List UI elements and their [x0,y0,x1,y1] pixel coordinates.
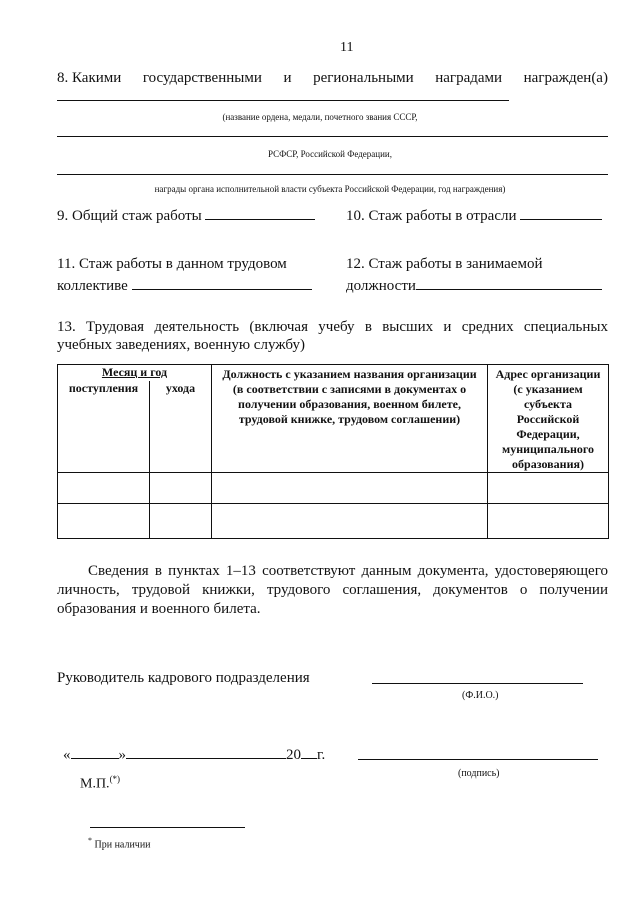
date-close-quote: » [118,747,126,763]
footnote-mark: * [88,836,92,845]
item11-line2 [57,276,312,295]
header-month-year: Месяц и год [58,365,212,381]
stamp-mark: (*) [109,774,121,784]
table-row [58,473,609,504]
date-open-quote: « [63,747,71,763]
table-cell-address[interactable] [488,504,609,539]
item12-field[interactable] [416,276,602,290]
item8-word: наградами [435,70,503,86]
item8-answer-line-3[interactable] [57,174,608,175]
page-number: 11 [340,40,354,55]
item8-answer-line-2[interactable] [57,136,608,137]
footnote-text: При наличии [94,839,151,851]
item12-line1: 12. Стаж работы в занимаемой [346,256,543,272]
item9-field[interactable] [205,206,315,220]
item11-text: коллективе [57,278,128,294]
header-position: Должность с указанием названия организации (в соответствии с записями в документах о получении образования, военном билете, трудовой книжке, трудовом соглашении) [212,365,488,473]
table-cell-position[interactable] [212,504,488,539]
item11-line1: 11. Стаж работы в данном трудовом [57,256,287,272]
item9-label [57,206,315,225]
date-year-field[interactable] [301,745,317,759]
hr-head-label: Руководитель кадрового подразделения [57,670,310,686]
confirmation-line-2: личность, трудовой книжки, трудового соглашения, документов о получении [57,582,608,598]
table-row [58,504,609,539]
date-day-field[interactable] [71,745,119,759]
item8-word: государственными [142,70,262,86]
item11-field[interactable] [132,276,312,290]
table-cell-entry[interactable] [58,473,150,504]
stamp-label [80,774,120,793]
table-cell-position[interactable] [212,473,488,504]
item10-field[interactable] [520,206,602,220]
confirmation-line-1: Сведения в пунктах 1–13 соответствуют данным документа, удостоверяющего [88,563,608,579]
fio-line[interactable] [372,683,583,684]
header-address: Адрес организации (с указанием субъекта Российской Федерации, муниципального образования) [488,365,609,473]
work-history-table [57,364,609,539]
header-exit: ухода [150,381,212,473]
table-cell-exit[interactable] [150,473,212,504]
item13-line2: учебных заведениях, военную службу) [57,337,305,353]
footnote [88,836,151,850]
date-year-prefix: 20 [286,747,301,763]
item9-text: 9. Общий стаж работы [57,208,202,224]
item13-line1: 13. Трудовая деятельность (включая учебу в высших и средних специальных [57,319,608,335]
fio-hint: (Ф.И.О.) [462,690,499,701]
table-cell-exit[interactable] [150,504,212,539]
header-entry: поступления [58,381,150,473]
date-line [63,745,325,764]
item8-word: 8. Какими [57,70,122,86]
date-year-suffix: г. [317,747,326,763]
footnote-separator [90,827,245,828]
item8-label [57,70,608,87]
stamp-text: М.П. [80,776,110,792]
table-cell-entry[interactable] [58,504,150,539]
item8-hint-1: (название ордена, медали, почетного звания СССР, [222,112,418,122]
item8-word: и [283,70,292,86]
signature-line[interactable] [358,759,598,760]
item8-answer-line-1[interactable] [57,100,509,101]
table-cell-address[interactable] [488,473,609,504]
item8-hint-3: награды органа исполнительной власти субъекта Российской Федерации, год награждения) [154,184,506,194]
confirmation-line-3: образования и военного билета. [57,601,261,617]
item10-label [346,206,602,225]
item8-word: награжден(а) [523,70,608,86]
item12-line2 [346,276,602,295]
item12-text: должности [346,278,416,294]
item10-text: 10. Стаж работы в отрасли [346,208,517,224]
item8-hint-2: РСФСР, Российской Федерации, [268,149,392,159]
item8-word: региональными [313,70,414,86]
signature-hint: (подпись) [458,768,500,779]
date-month-field[interactable] [126,745,286,759]
